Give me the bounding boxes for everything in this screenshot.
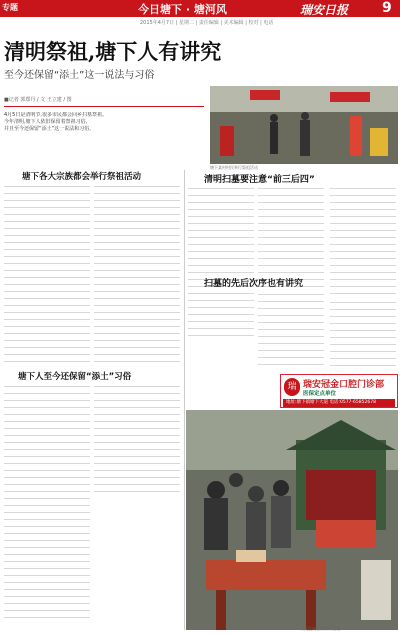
photo-ancestral-ceremony bbox=[210, 86, 398, 164]
section-heading-2: 塘下人至今还保留“添土”习俗 bbox=[18, 372, 132, 382]
headline: 清明祭祖,塘下人有讲究 bbox=[4, 39, 222, 64]
page-header-bar bbox=[0, 0, 400, 17]
ad-title: 瑞安冠金口腔门诊部 bbox=[303, 380, 385, 390]
section-4-body bbox=[258, 292, 324, 370]
newspaper-logo: 瑞安日报 bbox=[300, 3, 349, 17]
dateline: 2015年4月7日 | 星期二 | 责任编辑 | 美术编辑 | 校对 | 电话 bbox=[140, 20, 274, 26]
section-3-body-col3 bbox=[330, 186, 396, 296]
section-title: 今日塘下 · 塘河风 bbox=[138, 3, 227, 16]
photo-caption-bottom: 村民在祠堂前祭拜祖先 bbox=[300, 626, 340, 631]
clinic-logo-icon: 瑞 bbox=[284, 378, 300, 396]
ad-subtitle: 医保定点单位 bbox=[303, 391, 337, 397]
lead-paragraph: 4月5日是清明节,很多市民都会回乡扫墓祭祖。 今年清明,塘下人依旧保留着祭祖习俗, 并且至今还保留“添土”这一说法和习俗。 bbox=[4, 112, 107, 132]
byline: ■记者 郭郑丹 / 文 王立建 / 图 bbox=[4, 97, 72, 103]
section-tag: 专题 bbox=[2, 3, 18, 12]
column-rule bbox=[184, 170, 185, 630]
photo-caption-top: 塘下某村村民举行祭祖活动 bbox=[210, 165, 258, 170]
section-1-body-col2 bbox=[94, 184, 180, 364]
section-2-body-col2 bbox=[94, 384, 180, 494]
clinic-advertisement[interactable] bbox=[280, 374, 398, 408]
divider bbox=[4, 106, 204, 107]
section-heading-3: 清明扫墓要注意“前三后四” bbox=[204, 175, 315, 185]
subheadline: 至今还保留“添土”这一说法与习俗 bbox=[4, 70, 155, 81]
section-3-body bbox=[188, 186, 254, 336]
section-1-body bbox=[4, 184, 90, 364]
section-heading-1: 塘下各大宗族都会举行祭祖活动 bbox=[22, 172, 142, 182]
ad-contact: 地址:塘下镇塘下大道 电话:0577-65852678 bbox=[283, 399, 395, 407]
section-2-body bbox=[4, 384, 90, 624]
section-heading-4: 扫墓的先后次序也有讲究 bbox=[204, 279, 304, 289]
section-4-body-col2 bbox=[330, 300, 396, 370]
page-number: 9 bbox=[382, 0, 392, 16]
photo-shrine-worship bbox=[186, 410, 398, 630]
